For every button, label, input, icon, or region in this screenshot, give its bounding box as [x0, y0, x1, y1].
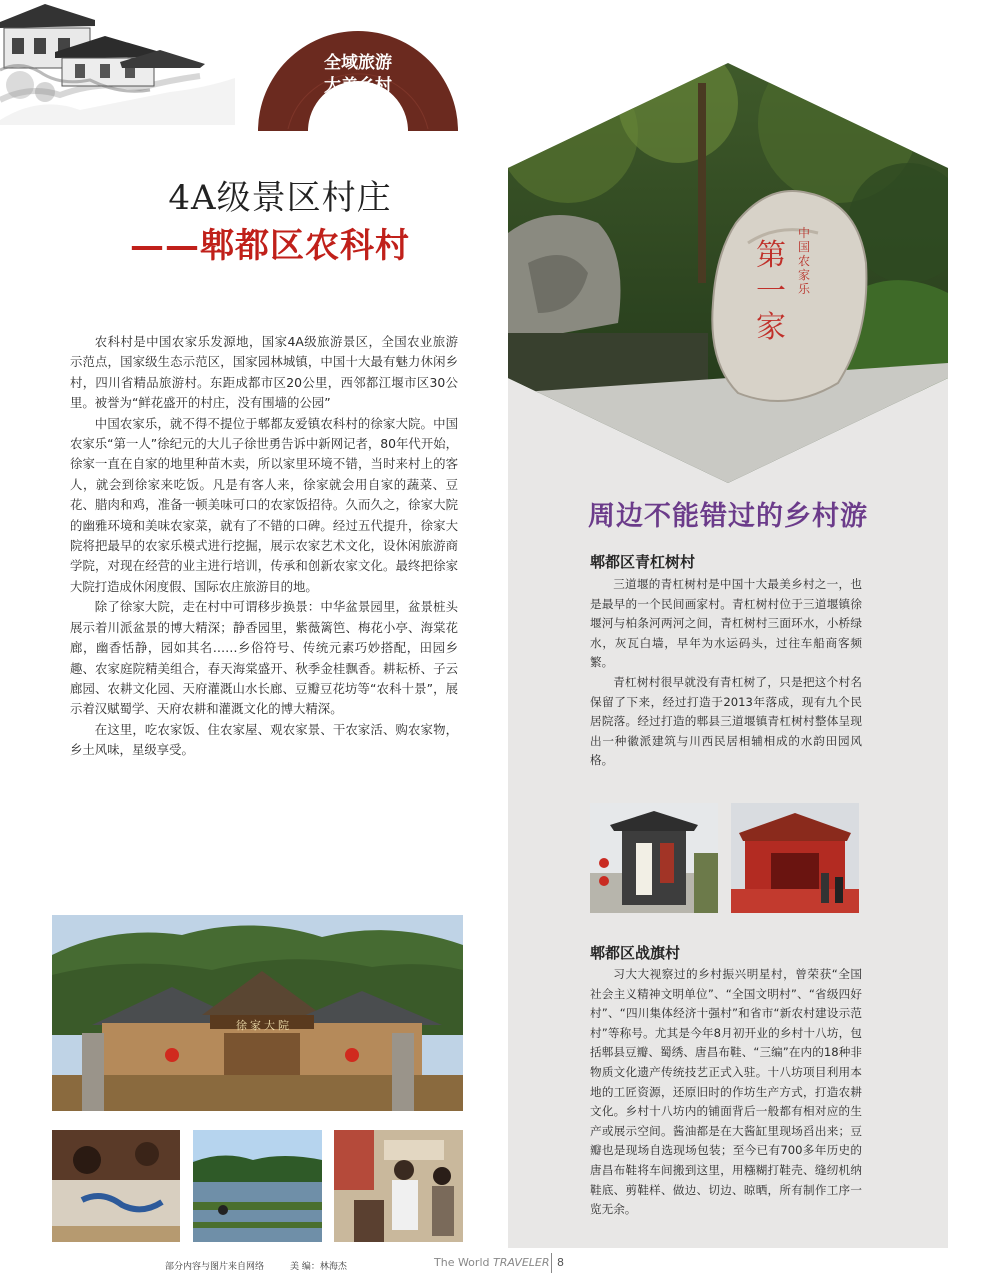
section-paragraph: 三道堰的青杠树村是中国十大最美乡村之一，也是最早的一个民间画家村。青杠树村位于三道堰镇徐堰河与柏条河两河之间，青杠树村三面环水，小桥绿水，灰瓦白墙，早年为水运码头，过往车船商客频繁。 [590, 577, 862, 670]
section-paragraph: 青杠树村很早就没有青杠树了，只是把这个村名保留了下来，经过打造于2013年落成，现有九个民居院落。经过打造的郫县三道堰镇青杠树村整体呈现出一种徽派建筑与川西民居相辅相成的水韵田园风格。 [590, 674, 862, 768]
page-number: 8 [557, 1256, 564, 1269]
magazine-name [434, 1256, 550, 1269]
stone-inscription-large: 第一家 [756, 238, 786, 345]
red-gate-photo [731, 803, 859, 913]
magazine-suffix: TRAVELER [492, 1256, 550, 1269]
body-paragraph: 在这里，吃农家饭、住农家屋、观农家景、干农家活、购农家物，乡土风味，星级享受。 [70, 721, 458, 758]
section-title-qinggangshu: 郫都区青杠树村 [590, 553, 696, 571]
workshop-photo [334, 1130, 463, 1242]
section-paragraph: 习大大视察过的乡村振兴明星村，曾荣获“全国社会主义精神文明单位”、“全国文明村”、“省级四好村”、“四川集体经济十强村”和省市“新农村建设示范村”等称号。尤其是今年8月初开业的乡村十八坊，包括郫县豆瓣、蜀绣、唐昌布鞋、“三编”在内的18种非物质文化遗产传统技艺正式入驻。十八坊项目利用本地的工匠资源，还原旧时的作坊生产方式，打造农耕文化。乡村十八坊内的铺面背后一般都有相对应的生产或展示空间。酱油都是在大酱缸里现场舀出来；豆瓣也是现场自选现场包装；至今已有700多年历史的唐昌布鞋将车间搬到这里，用糨糊打鞋壳、缝纫机纳鞋底、剪鞋样、做边、切边、晾晒，所有制作工序一览无余。 [590, 967, 862, 1217]
section-body-qinggangshu [590, 575, 862, 771]
field-photo [193, 1130, 322, 1242]
stone-inscription [742, 220, 832, 360]
stone-monument-photo [508, 63, 948, 483]
embroidery-photo [52, 1130, 180, 1242]
section-title-zhanqi: 郫都区战旗村 [590, 944, 681, 962]
article-subtitle: ——郫都区农科村 [130, 226, 410, 266]
article-title: 4A级景区村庄 [168, 178, 392, 218]
stone-inscription-small: 中国农家乐 [798, 226, 811, 296]
magazine-prefix: The World [434, 1256, 493, 1269]
archway-photo [590, 803, 718, 913]
badge-line2: 大美乡村 [324, 76, 392, 96]
xujia-sign: 徐家大院 [236, 1019, 292, 1032]
body-paragraph: 除了徐家大院，走在村中可谓移步换景：中华盆景园里，盆景桩头展示着川派盆景的博大精深；静香园里，紫薇篱笆、梅花小亭、海棠花廊，幽香恬静，园如其名……乡俗符号、传统元素巧妙搭配，田园乡趣、农家庭院精美组合，春天海棠盛开、秋季金桂飘香。耕耘桥、子云廊园、农耕文化园、天府灌溉山水长廊、豆瓣豆花坊等“农科十景”，展示着汉赋蜀学、天府农耕和灌溉文化的博大精深。 [70, 599, 458, 717]
footer-divider [551, 1253, 552, 1273]
section-body-zhanqi [590, 965, 862, 1220]
badge-text [258, 52, 458, 98]
editor-credit: 美 编：林海杰 [290, 1262, 347, 1272]
xujia-courtyard-photo [52, 915, 463, 1111]
body-paragraph: 农科村是中国农家乐发源地，国家4A级旅游景区，全国农业旅游示范点，国家级生态示范区，国家园林城镇，中国十大最有魅力休闲乡村，四川省精品旅游村。东距成都市区20公里，西邻都江堰市区30公里。被誉为“鲜花盛开的村庄，没有围墙的公园” [70, 334, 458, 411]
ink-painting-village [0, 0, 235, 125]
body-paragraph: 中国农家乐，就不得不提位于郫都友爱镇农科村的徐家大院。中国农家乐“第一人”徐纪元的大儿子徐世勇告诉中新网记者，80年代开始，徐家一直在自家的地里种苗木卖，所以家里环境不错，当时来村上的客人，就会到徐家来吃饭。凡是有客人来，徐家就会用自家的蔬菜、豆花、腊肉和鸡，准备一顿美味可口的农家饭招待。久而久之，徐家大院的幽雅环境和美味农家菜，就有了不错的口碑。经过五代提升，徐家大院将把最早的农家乐模式进行挖掘，展示农家艺术文化，设休闲旅游商学院，对现在经营的业主进行培训，传承和创新农家文化。最终把徐家大院打造成休闲度假、国际农庄旅游目的地。 [70, 415, 458, 594]
badge-line1: 全域旅游 [324, 53, 392, 73]
article-body [70, 332, 458, 761]
photo-credit: 部分内容与图片来自网络 [165, 1262, 265, 1272]
panel-heading: 周边不能错过的乡村游 [588, 501, 868, 532]
